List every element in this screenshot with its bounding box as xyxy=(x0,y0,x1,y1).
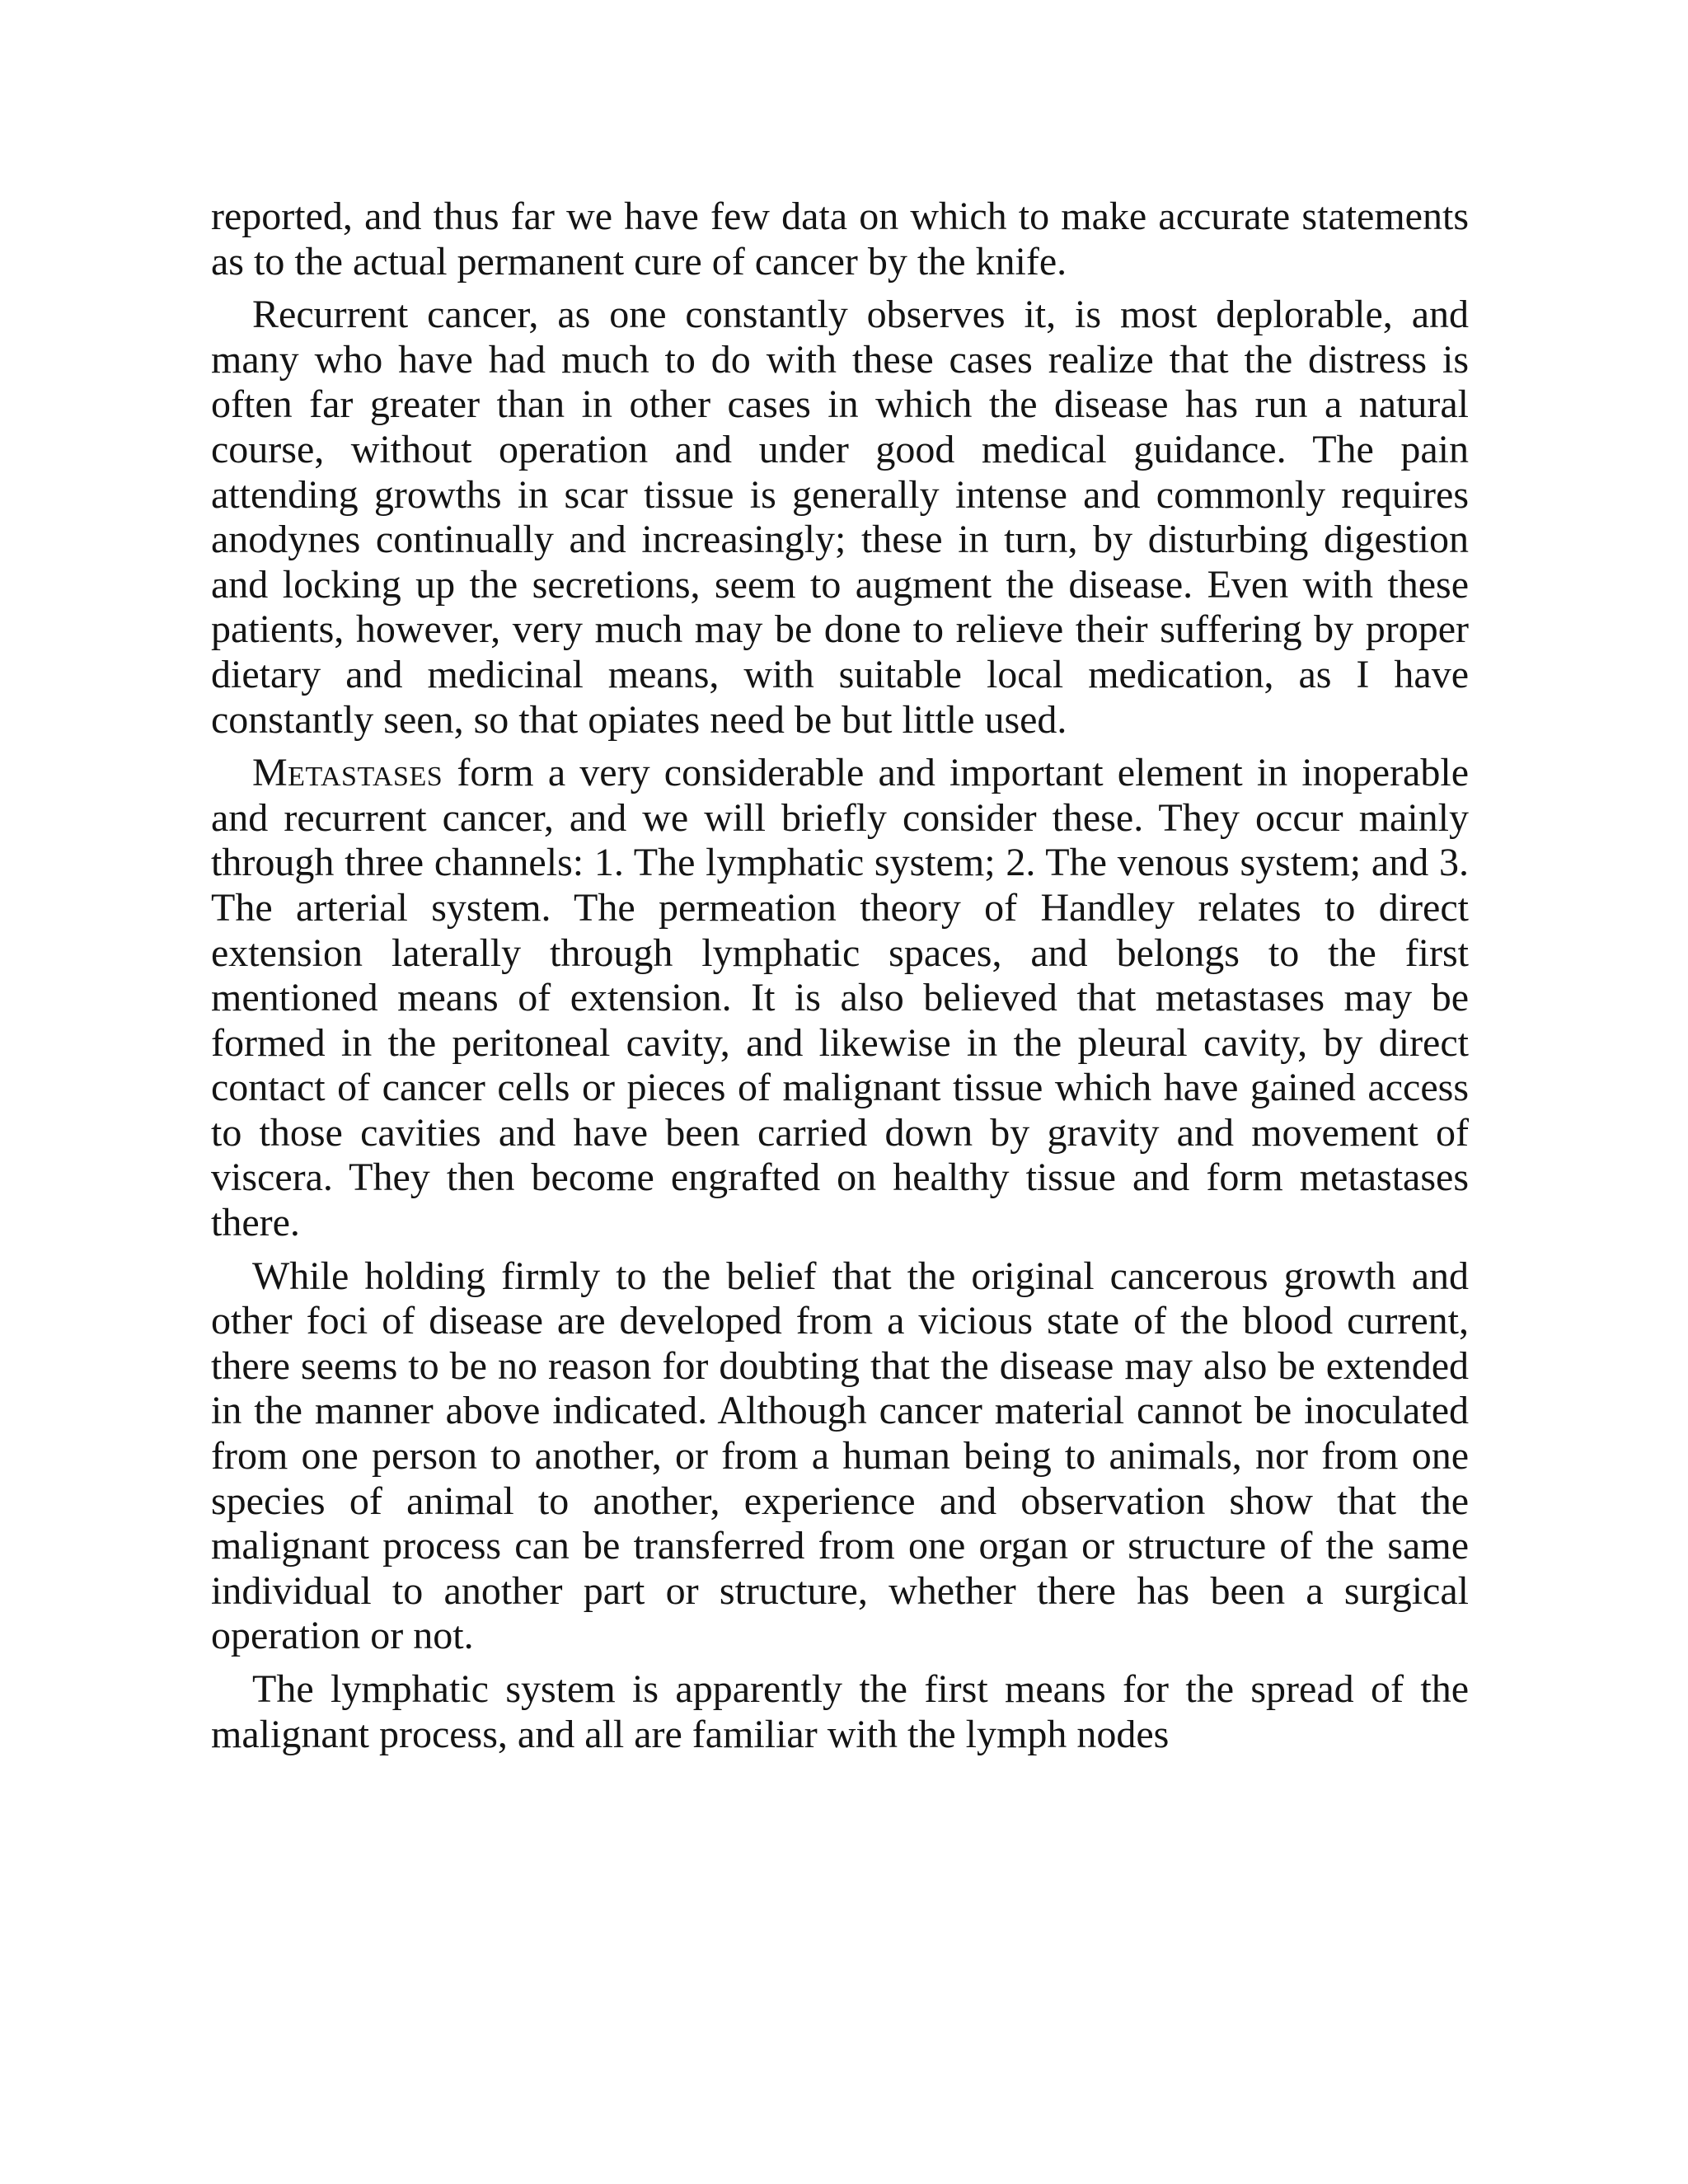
paragraph-metastases xyxy=(211,751,1469,1246)
document-page xyxy=(211,194,1469,1765)
paragraph-text: form a very considerable and important element in inoperable and recurrent cancer, and we will briefly consider these. They occur mainly through three channels: 1. The lymphatic system; 2. The venous system; and 3. The arterial system. The permeation theory of Handley relates to direct extension laterally through lymphatic spaces, and belongs to the first mentioned means of extension. It is also believed that metastases may be formed in the peritoneal cavity, and likewise in the pleural cavity, by direct contact of cancer cells or pieces of malignant tissue which have gained access to those cavities and have been carried down by gravity and movement of viscera. They then become engrafted on healthy tissue and form metastases there. xyxy=(211,751,1469,1245)
paragraph-text: Recurrent cancer, as one constantly observes it, is most deplorable, and many who have had much to do with these cases realize that the distress is often far greater than in other cases in which the disease has run a natural course, without operation and under good medical guidance. The pain attending growths in scar tissue is generally intense and commonly requires anodynes continually and increasingly; these in turn, by disturbing digestion and locking up the secretions, seem to augment the disease. Even with these patients, however, very much may be done to relieve their suffering by proper dietary and medicinal means, with suitable local medication, as I have constantly seen, so that opiates need be but little used. xyxy=(211,293,1469,742)
paragraph-continued xyxy=(211,194,1469,284)
paragraph-text: While holding firmly to the belief that the original cancerous growth and other foci of disease are developed from a vicious state of the blood current, there seems to be no reason for doubting that the disease may also be extended in the manner above indicated. Although cancer material cannot be inoculated from one person to another, or from a human being to animals, nor from one species of animal to another, experience and observation show that the malignant process can be transferred from one organ or structure of the same individual to another part or structure, whether there has been a surgical operation or not. xyxy=(211,1254,1469,1658)
paragraph-recurrent-cancer xyxy=(211,293,1469,743)
paragraph-blood-current xyxy=(211,1254,1469,1659)
paragraph-lymphatic-system xyxy=(211,1667,1469,1757)
section-lead-term: Metastases xyxy=(252,751,443,795)
paragraph-text: The lymphatic system is apparently the first means for the spread of the malignant process, and all are familiar with the lymph nodes xyxy=(211,1667,1469,1756)
paragraph-text: reported, and thus far we have few data on which to make accurate statements as to the actual permanent cure of cancer by the knife. xyxy=(211,194,1469,284)
